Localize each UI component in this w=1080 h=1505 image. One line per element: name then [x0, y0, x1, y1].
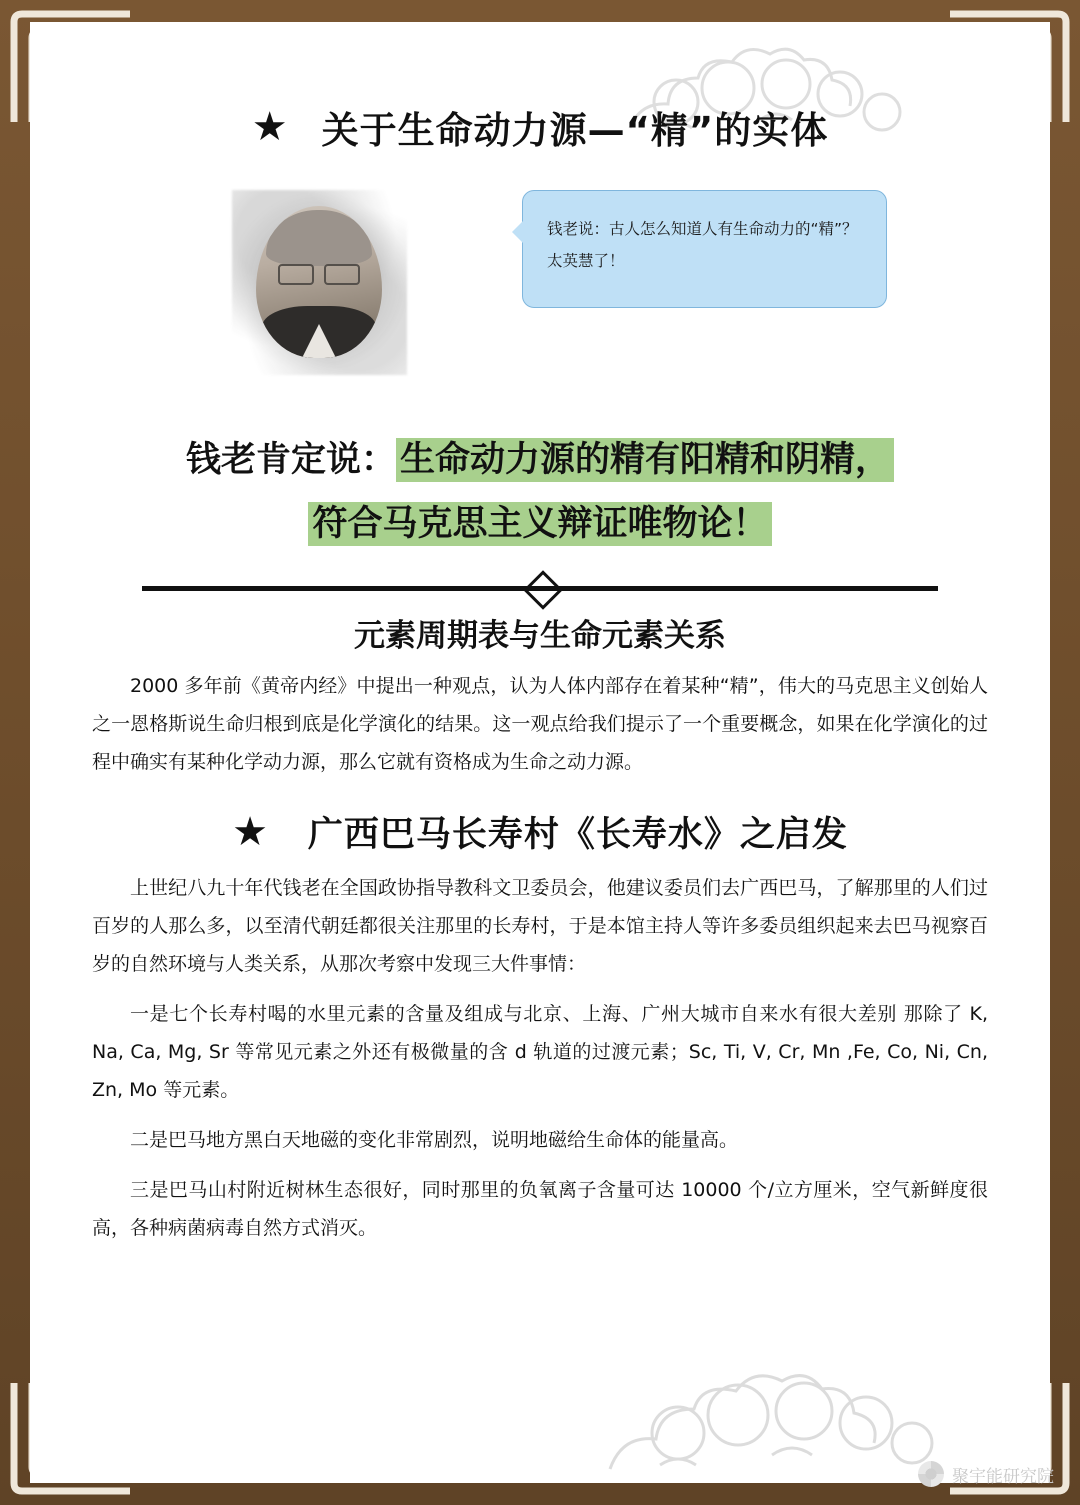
- divider-bar-right: [528, 586, 938, 591]
- section1-paragraph: 2000 多年前《黄帝内经》中提出一种观点，认为人体内部存在着某种“精”，伟大的马克思主义创始人之一恩格斯说生命归根到底是化学演化的结果。这一观点给我们提示了一个重要概念，如果在化学演化的过程中确实有某种化学动力源，那么它就有资格成为生命之动力源。: [92, 675, 988, 773]
- speech-bubble: 钱老说：古人怎么知道人有生命动力的“精”？太英慧了！: [522, 190, 887, 308]
- section2-paragraph-2: 一是七个长寿村喝的水里元素的含量及组成与北京、上海、广州大城市自来水有很大差别 那除了 K, Na, Ca, Mg, Sr 等常见元素之外还有极微量的含 d 轨道的过渡元素；Sc, Ti, V, Cr, Mn ,Fe, Co, Ni, Cn, Zn, Mo 等元素。: [92, 1003, 988, 1101]
- section2-paragraph-4: 三是巴马山村附近树林生态很好，同时那里的负氧离子含量可达 10000 个/立方厘米，空气新鲜度很高，各种病菌病毒自然方式消灭。: [92, 1179, 988, 1239]
- paper-sheet: [30, 22, 1050, 1483]
- section2-heading-text: 广西巴马长寿村《长寿水》之启发: [307, 815, 848, 855]
- portrait-photo: [232, 190, 407, 375]
- section2-heading: [92, 807, 988, 857]
- statement-lead: 钱老肯定说：: [185, 440, 396, 480]
- statement-highlight-1: 生命动力源的精有阳精和阴精，: [396, 438, 894, 482]
- section-divider: [92, 570, 988, 604]
- watermark-logo-icon: [918, 1461, 944, 1487]
- divider-bar-left: [142, 586, 552, 591]
- section2-paragraph-1: 上世纪八九十年代钱老在全国政协指导教科文卫委员会，他建议委员们去广西巴马，了解那里的人们过百岁的人那么多，以至清代朝廷都很关注那里的长寿村，于是本馆主持人等许多委员组织起来去巴马视察百岁的自然环境与人类关系，从那次考察中发现三大件事情：: [92, 877, 988, 975]
- main-heading-text: 关于生命动力源—“精”的实体: [321, 109, 829, 152]
- section1-heading: 元素周期表与生命元素关系: [354, 618, 726, 654]
- watermark: [918, 1461, 1054, 1487]
- black-star-icon-2: ★: [232, 810, 268, 854]
- section2-paragraph-3: 二是巴马地方黑白天地磁的变化非常剧烈，说明地磁给生命体的能量高。: [130, 1129, 739, 1151]
- watermark-text: 聚宇能研究院: [952, 1466, 1054, 1487]
- main-heading: [92, 100, 988, 154]
- portrait-face: [256, 206, 382, 358]
- statement-block: [92, 428, 988, 556]
- statement-line-2: [92, 492, 988, 556]
- intro-block: [92, 180, 988, 380]
- black-star-icon: ★: [251, 105, 288, 149]
- statement-highlight-2: 符合马克思主义辩证唯物论！: [308, 502, 771, 546]
- statement-line-1: [92, 428, 988, 492]
- glasses-icon: [278, 264, 360, 281]
